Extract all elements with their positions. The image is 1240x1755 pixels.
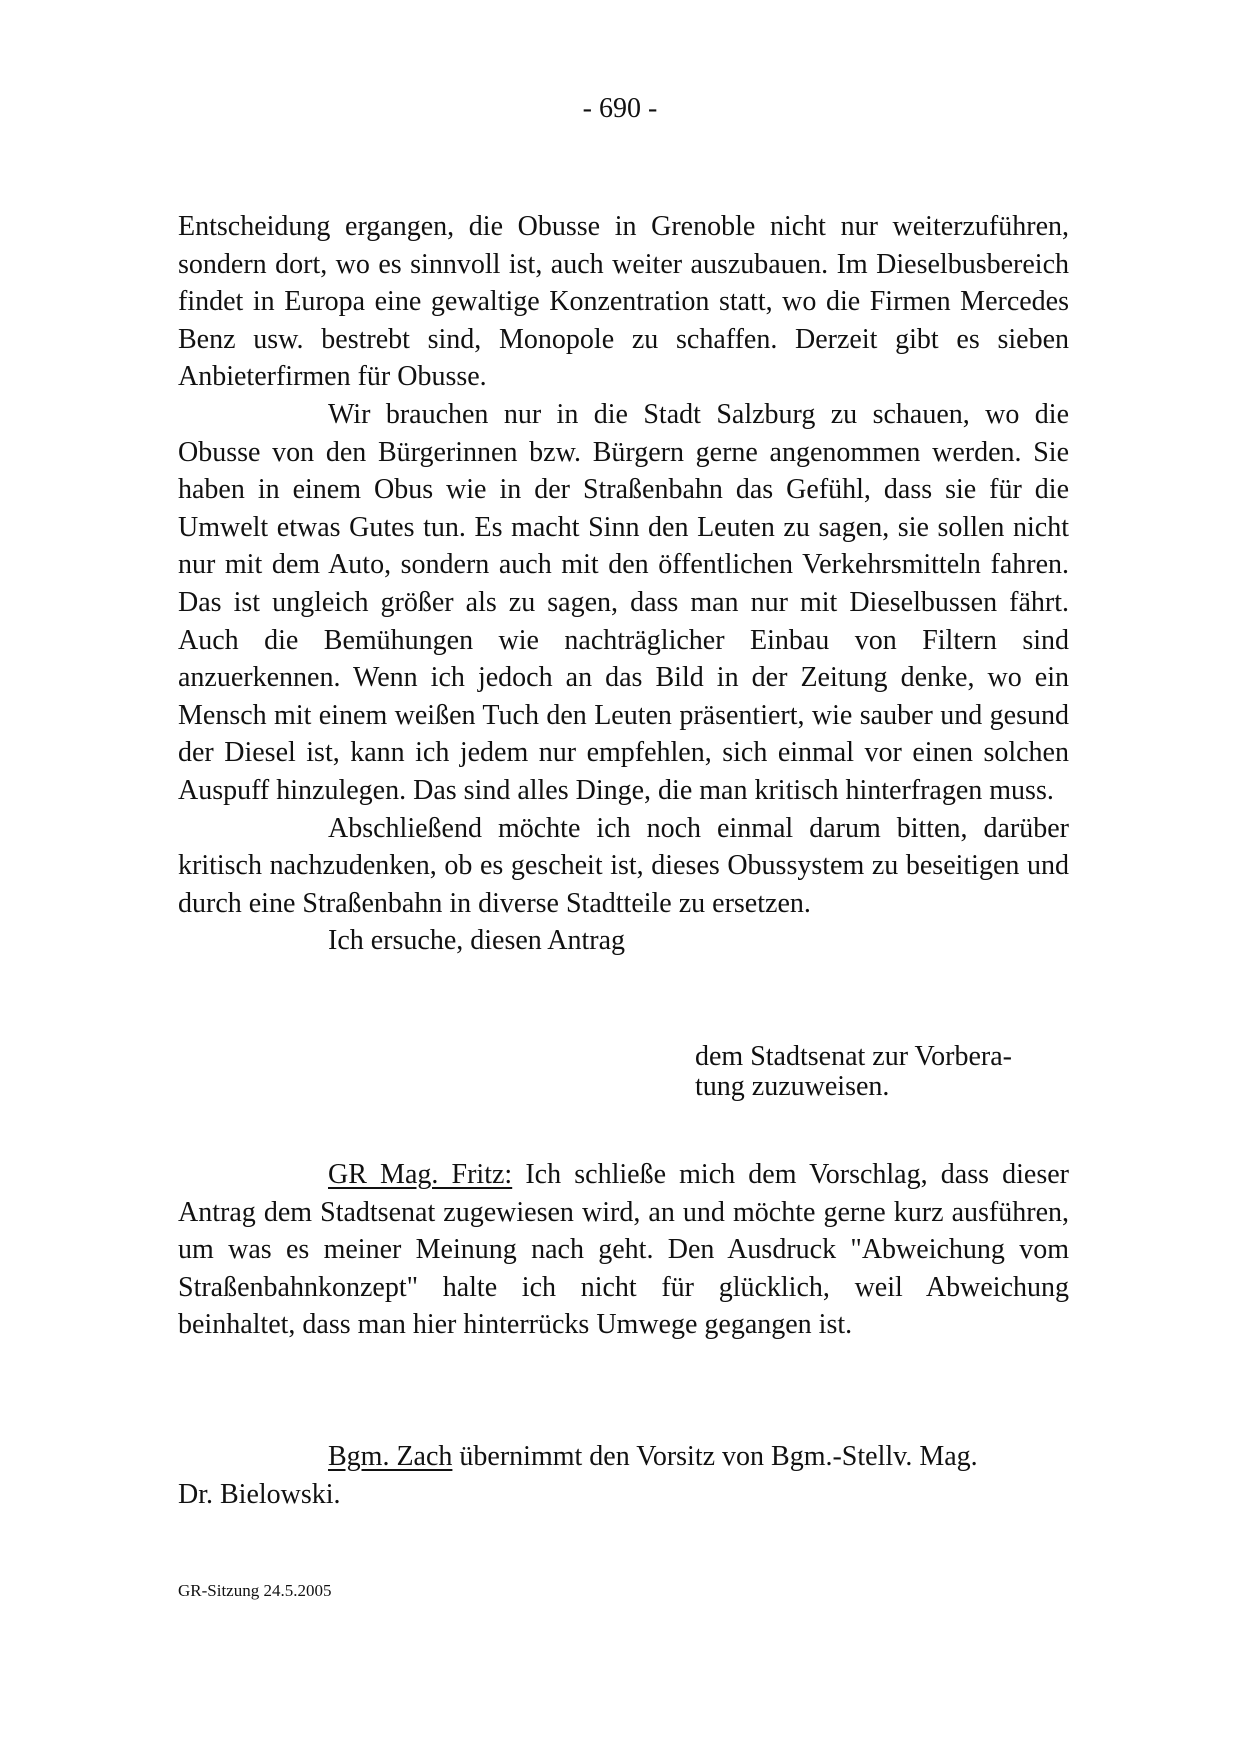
motion-line-2: tung zuzuweisen. (695, 1071, 890, 1102)
paragraph-salzburg: Wir brauchen nur in die Stadt Salzburg zu schauen, wo die Obusse von den Bürgerinnen bzw. Bürgern gerne angenommen werden. Sie haben in einem Obus wie in der Straßenbahn das Gefühl, dass sie für die Umwelt etwas Gutes tun. Es macht Sinn den Leuten zu sagen, sie sollen nicht nur mit dem Auto, sondern auch mit den öffentlichen Verkehrsmitteln fahren. Das ist ungleich größer als zu sagen, dass man nur mit Dieselbussen fährt. Auch die Bemühungen wie nachträglicher Einbau von Filtern sind anzuerkennen. Wenn ich jedoch an das Bild in der Zeitung denke, wo ein Mensch mit einem weißen Tuch den Leuten präsentiert, wie sauber und gesund der Diesel ist, kann ich jedem nur empfehlen, sich einmal vor einen solchen Auspuff hinzulegen. Das sind alles Dinge, die man kritisch hinterfragen muss. (178, 398, 1069, 806)
motion-line-1: dem Stadtsenat zur Vorbera- (695, 1041, 1012, 1072)
chair-change-line-1 (178, 1438, 1069, 1476)
main-text-block (178, 208, 1069, 960)
paragraph-motion-intro: Ich ersuche, diesen Antrag (328, 925, 625, 957)
statement-fritz-text: Ich schließe mich dem Vorschlag, dass dieser Antrag dem Stadtsenat zugewiesen wird, an und möchte gerne kurz ausführen, um was es meiner Meinung nach geht. Den Ausdruck "Abweichung vom Straßenbahnkonzept" halte ich nicht für glücklich, weil Abweichung beinhaltet, dass man hier hinterrücks Umwege gegangen ist. (178, 1159, 1069, 1341)
chair-change-text: übernimmt den Vorsitz von Bgm.-Stellv. Mag. (452, 1441, 978, 1472)
page-number: - 690 - (582, 93, 658, 124)
chair-change-line-2: Dr. Bielowski. (178, 1478, 341, 1510)
speaker-fritz: GR Mag. Fritz: (328, 1159, 513, 1190)
speaker-zach: Bgm. Zach (328, 1441, 453, 1472)
statement-block (178, 1156, 1069, 1344)
chair-change-block (178, 1438, 1069, 1513)
statement-fritz (178, 1156, 1069, 1344)
paragraph-grenoble: Entscheidung ergangen, die Obusse in Grenoble nicht nur weiterzuführen, sondern dort, wo es sinnvoll ist, auch weiter auszubauen. Im Dieselbusbereich findet in Europa eine gewaltige Konzentration statt, wo die Firmen Mercedes Benz usw. bestrebt sind, Monopole zu schaffen. Derzeit gibt es sieben Anbieterfirmen für Obusse. (178, 211, 1069, 393)
paragraph-closing-request: Abschließend möchte ich noch einmal darum bitten, darüber kritisch nachzudenken, ob es gescheit ist, dieses Obussystem zu beseitigen und durch eine Straßenbahn in diverse Stadtteile zu ersetzen. (178, 812, 1069, 919)
footer-session-date: GR-Sitzung 24.5.2005 (178, 1581, 332, 1600)
motion-text (695, 1042, 1035, 1102)
